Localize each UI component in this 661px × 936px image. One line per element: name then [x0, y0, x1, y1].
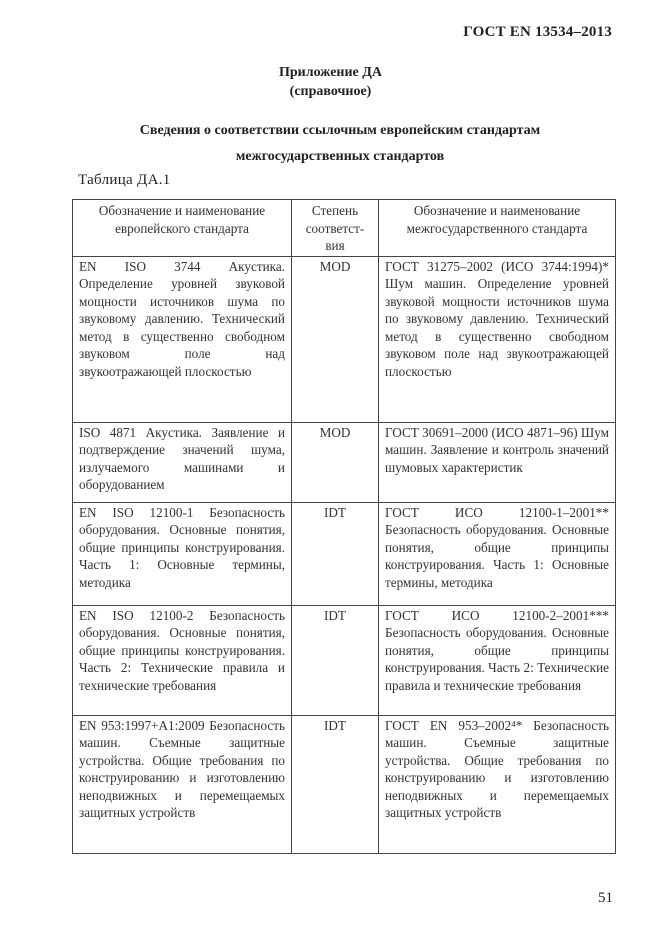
document-code: ГОСТ EN 13534–2013: [463, 24, 612, 40]
table-row: [73, 502, 616, 605]
header-interstate-standard: Обозначение и наименование межгосударственного стандарта: [379, 200, 616, 257]
header-european-standard: Обозначение и наименование европейского стандарта: [73, 200, 292, 257]
interstate-standard-cell: ГОСТ 30691–2000 (ИСО 4871–96) Шум машин. Заявление и контроль значений шумовых характеристик: [379, 422, 616, 502]
appendix-subtitle: (справочное): [289, 84, 372, 99]
european-standard-cell: EN ISO 3744 Акустика. Определение уровней звуковой мощности источников шума по звуковому давлению. Технический метод в существенно свободном звуковом поле над звукоотражающей плоскостью: [73, 256, 292, 422]
european-standard-cell: EN ISO 12100-2 Безопасность оборудования. Основные понятия, общие принципы конструирования. Часть 2: Технические правила и технические требования: [73, 605, 292, 715]
degree-cell: IDT: [292, 502, 379, 605]
appendix-title: Приложение ДА: [278, 65, 383, 80]
table-header-row: [73, 200, 616, 257]
european-standard-cell: EN ISO 12100-1 Безопасность оборудования. Основные понятия, общие принципы конструирования. Часть 1: Основные термины, методика: [73, 502, 292, 605]
european-standard-cell: ISO 4871 Акустика. Заявление и подтверждение значений шума, излучаемого машинами и оборудованием: [73, 422, 292, 502]
degree-cell: IDT: [292, 605, 379, 715]
interstate-standard-cell: ГОСТ EN 953–2002⁴* Безопасность машин. Съемные защитные устройства. Общие требования по конструированию и изготовлению неподвижных и перемещаемых защитных устройств: [379, 715, 616, 853]
interstate-standard-cell: ГОСТ ИСО 12100-1–2001** Безопасность оборудования. Основные понятия, общие принципы конструирования. Часть 1: Основные термины, методика: [379, 502, 616, 605]
degree-cell: MOD: [292, 422, 379, 502]
interstate-standard-cell: ГОСТ ИСО 12100-2–2001*** Безопасность оборудования. Основные понятия, общие принципы конструирования. Часть 2: Технические правила и технические требования: [379, 605, 616, 715]
degree-cell: MOD: [292, 256, 379, 422]
page-number: 51: [598, 890, 613, 906]
header-degree-of-conformity: Степень соответст-вия: [292, 200, 379, 257]
section-heading: [40, 118, 640, 170]
correspondence-table: [72, 199, 616, 854]
table-row: [73, 715, 616, 853]
table-row: [73, 422, 616, 502]
interstate-standard-cell: ГОСТ 31275–2002 (ИСО 3744:1994)* Шум машин. Определение уровней звуковой мощности источников шума по звуковому давлению. Технический метод в существенно свободном звуковом поле над звукоотражающей плоскостью: [379, 256, 616, 422]
section-title-line-2: межгосударственных стандартов: [235, 149, 445, 164]
table-caption: Таблица ДА.1: [78, 172, 171, 188]
section-title-line-1: Сведения о соответствии ссылочным европейским стандартам: [139, 123, 541, 138]
degree-cell: IDT: [292, 715, 379, 853]
european-standard-cell: EN 953:1997+A1:2009 Безопасность машин. Съемные защитные устройства. Общие требования по конструированию и изготовлению неподвижных и перемещаемых защитных устройств: [73, 715, 292, 853]
appendix-heading: [0, 63, 661, 101]
table-row: [73, 605, 616, 715]
table-row: [73, 256, 616, 422]
